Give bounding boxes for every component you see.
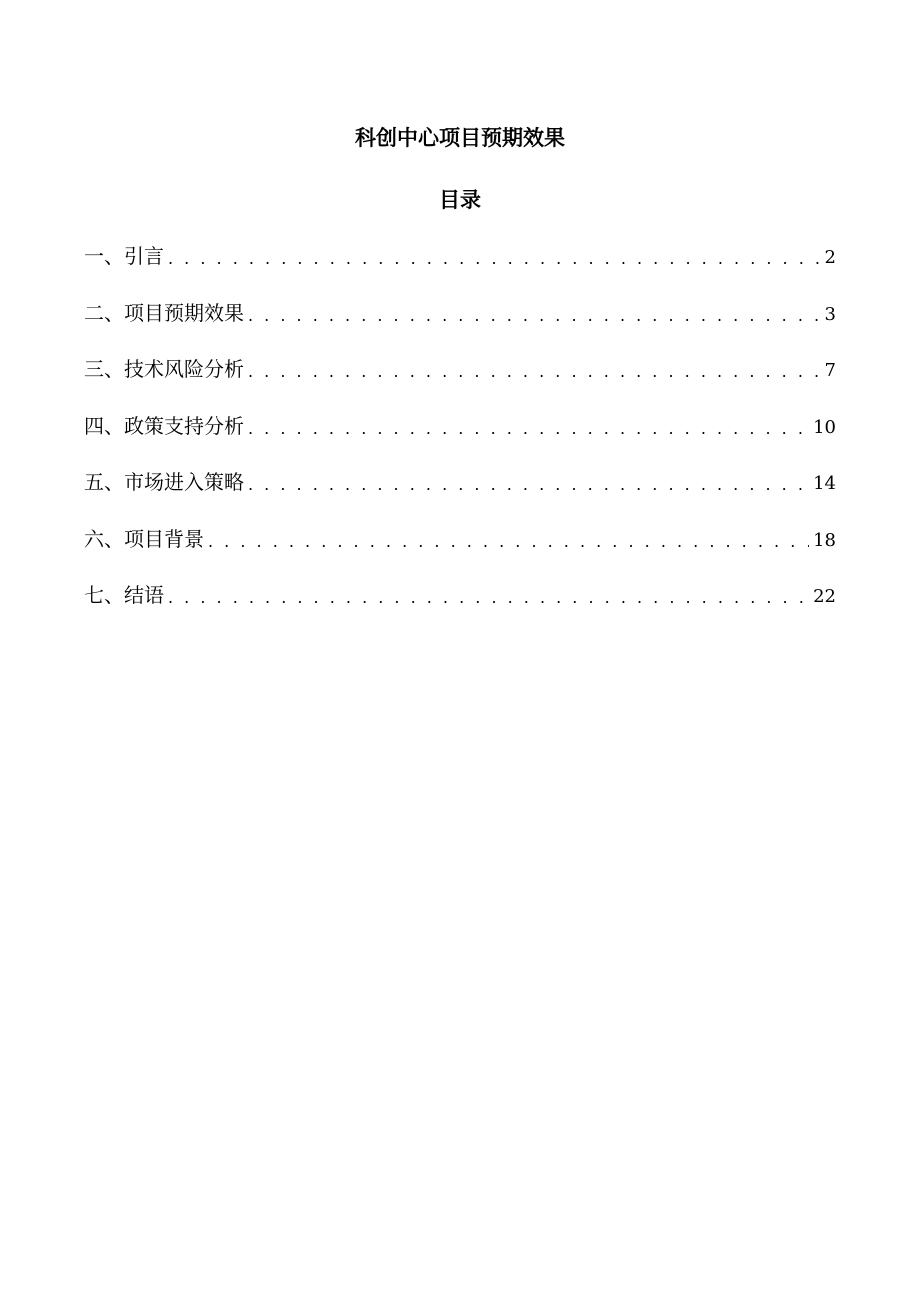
toc-entry-label: 一、引言 [84, 244, 164, 268]
toc-entry-page-number: 10 [813, 416, 836, 438]
toc-entry-page-number: 2 [824, 247, 836, 268]
toc-dot-leader [248, 306, 820, 326]
document-title: 科创中心项目预期效果 [355, 126, 565, 150]
toc-entry-page-number: 7 [824, 360, 836, 381]
toc-entry-technical-risk[interactable] [84, 353, 836, 410]
toc-entry-page-number: 22 [813, 586, 836, 607]
toc-entry-label: 七、结语 [84, 583, 164, 607]
toc-entry-expected-effects[interactable] [84, 297, 836, 354]
toc-entry-page-number: 14 [813, 473, 836, 494]
toc-heading: 目录 [439, 188, 481, 212]
toc-entry-label: 六、项目背景 [84, 526, 204, 551]
table-of-contents [84, 240, 836, 636]
toc-entry-label: 五、市场进入策略 [84, 470, 244, 494]
toc-entry-label: 四、政策支持分析 [84, 413, 244, 438]
toc-entry-conclusion[interactable] [84, 579, 836, 636]
toc-dot-leader [168, 588, 809, 608]
toc-entry-label: 三、技术风险分析 [84, 357, 244, 381]
toc-entry-project-background[interactable] [84, 523, 836, 580]
toc-entry-policy-support[interactable] [84, 410, 836, 467]
toc-dot-leader [248, 475, 809, 495]
toc-entry-page-number: 3 [824, 303, 836, 325]
toc-dot-leader [248, 419, 809, 439]
toc-dot-leader [248, 362, 820, 382]
toc-entry-market-entry[interactable] [84, 466, 836, 523]
toc-entry-page-number: 18 [813, 529, 836, 551]
toc-dot-leader [168, 249, 820, 269]
toc-entry-introduction[interactable] [84, 240, 836, 297]
toc-entry-label: 二、项目预期效果 [84, 300, 244, 325]
toc-dot-leader [208, 532, 809, 552]
